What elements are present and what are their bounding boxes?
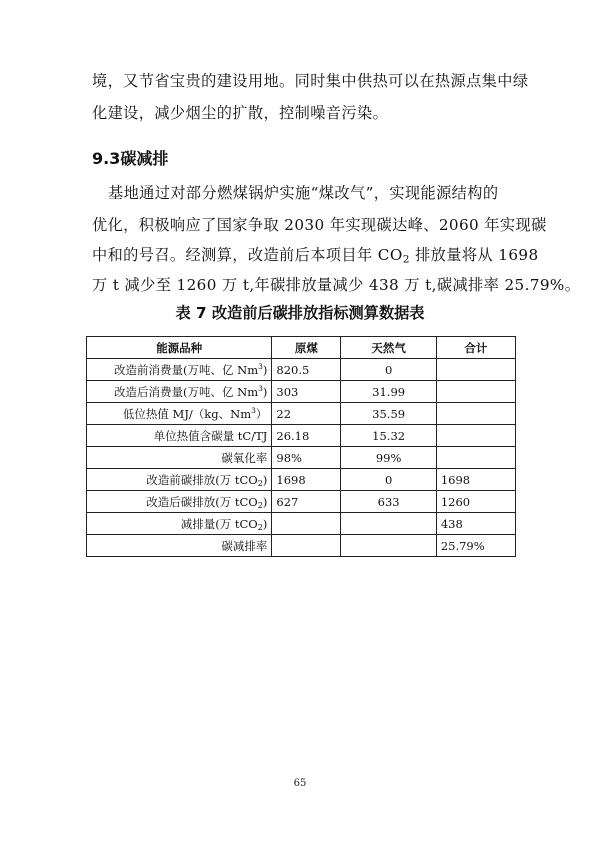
header-raw-coal: 原煤 (272, 337, 341, 359)
cell-total (436, 447, 515, 469)
table-row (87, 425, 516, 447)
cell-natural-gas (341, 535, 436, 557)
table-row (87, 403, 516, 425)
row-label-text: 改造前消费量(万吨、亿 Nm (114, 362, 259, 377)
subscript: 2 (402, 252, 410, 266)
header-natural-gas: 天然气 (341, 337, 436, 359)
row-label (87, 513, 272, 535)
cell-raw-coal (272, 535, 341, 557)
row-label-text: ) (262, 472, 268, 487)
table-body (87, 359, 516, 557)
table-header-row (87, 337, 516, 359)
cell-total (436, 381, 515, 403)
row-label (87, 381, 272, 403)
cell-raw-coal: 303 (272, 381, 341, 403)
row-label (87, 359, 272, 381)
header-total: 合计 (436, 337, 515, 359)
subscript: 2 (257, 500, 263, 510)
row-label-text: 单位热值含碳量 tC/TJ (153, 428, 268, 443)
row-label-text: 改造后碳排放(万 tCO (146, 494, 258, 509)
cell-raw-coal: 98% (272, 447, 341, 469)
cell-raw-coal: 26.18 (272, 425, 341, 447)
cell-raw-coal: 627 (272, 491, 341, 513)
paragraph-line: 基地通过对部分燃煤锅炉实施“煤改气”，实现能源结构的 (108, 184, 499, 202)
table-row (87, 447, 516, 469)
table-row (87, 513, 516, 535)
row-label (87, 491, 272, 513)
cell-raw-coal: 22 (272, 403, 341, 425)
paragraph-line (92, 242, 539, 273)
row-label (87, 425, 272, 447)
paragraph-line: 优化，积极响应了国家争取 2030 年实现碳达峰、2060 年实现碳 (92, 216, 547, 234)
table-caption: 表 7 改造前后碳排放指标测算数据表 (175, 304, 425, 322)
row-label-text: ) (262, 516, 268, 531)
superscript: 3 (258, 383, 263, 393)
carbon-emission-table (86, 336, 516, 557)
paragraph-line: 化建设，减少烟尘的扩散，控制噪音污染。 (92, 104, 389, 122)
row-label-text: ) (262, 362, 268, 377)
cell-total: 1698 (436, 469, 515, 491)
paragraph-text: 中和的号召。经测算，改造前后本项目年 CO (92, 246, 403, 264)
cell-natural-gas: 35.59 (341, 403, 436, 425)
superscript: 3 (251, 405, 256, 415)
row-label (87, 469, 272, 491)
cell-raw-coal: 1698 (272, 469, 341, 491)
row-label-text: 减排量(万 tCO (180, 516, 258, 531)
row-label-text: 碳减排率 (221, 538, 268, 553)
subscript: 2 (257, 478, 263, 488)
row-label (87, 447, 272, 469)
paragraph-line: 境，又节省宝贵的建设用地。同时集中供热可以在热源点集中绿 (92, 72, 529, 90)
page-number: 65 (293, 778, 307, 789)
cell-natural-gas: 15.32 (341, 425, 436, 447)
cell-natural-gas: 31.99 (341, 381, 436, 403)
table-row (87, 535, 516, 557)
row-label (87, 403, 272, 425)
row-label-text: 改造后消费量(万吨、亿 Nm (114, 384, 259, 399)
paragraph-line: 万 t 减少至 1260 万 t,年碳排放量减少 438 万 t,碳减排率 25.79%。 (92, 276, 581, 294)
cell-natural-gas: 0 (341, 359, 436, 381)
table-row (87, 359, 516, 381)
row-label-text: ) (262, 494, 268, 509)
cell-total: 1260 (436, 491, 515, 513)
paragraph-text: 排放量将从 1698 (409, 246, 539, 264)
subscript: 2 (257, 522, 263, 532)
row-label-text: ) (262, 384, 268, 399)
cell-natural-gas: 633 (341, 491, 436, 513)
row-label-text: 碳氧化率 (221, 450, 268, 465)
row-label (87, 535, 272, 557)
row-label-text: ） (255, 406, 268, 421)
row-label-text: 低位热值 MJ/（kg、Nm (122, 406, 252, 421)
table-row (87, 381, 516, 403)
table-row (87, 491, 516, 513)
cell-raw-coal (272, 513, 341, 535)
cell-raw-coal: 820.5 (272, 359, 341, 381)
cell-natural-gas: 99% (341, 447, 436, 469)
cell-total (436, 403, 515, 425)
cell-natural-gas: 0 (341, 469, 436, 491)
cell-natural-gas (341, 513, 436, 535)
header-energy-type: 能源品种 (87, 337, 272, 359)
table-row (87, 469, 516, 491)
superscript: 3 (258, 361, 263, 371)
cell-total (436, 359, 515, 381)
cell-total: 25.79% (436, 535, 515, 557)
cell-total: 438 (436, 513, 515, 535)
row-label-text: 改造前碳排放(万 tCO (146, 472, 258, 487)
section-heading: 9.3碳减排 (92, 149, 169, 168)
cell-total (436, 425, 515, 447)
